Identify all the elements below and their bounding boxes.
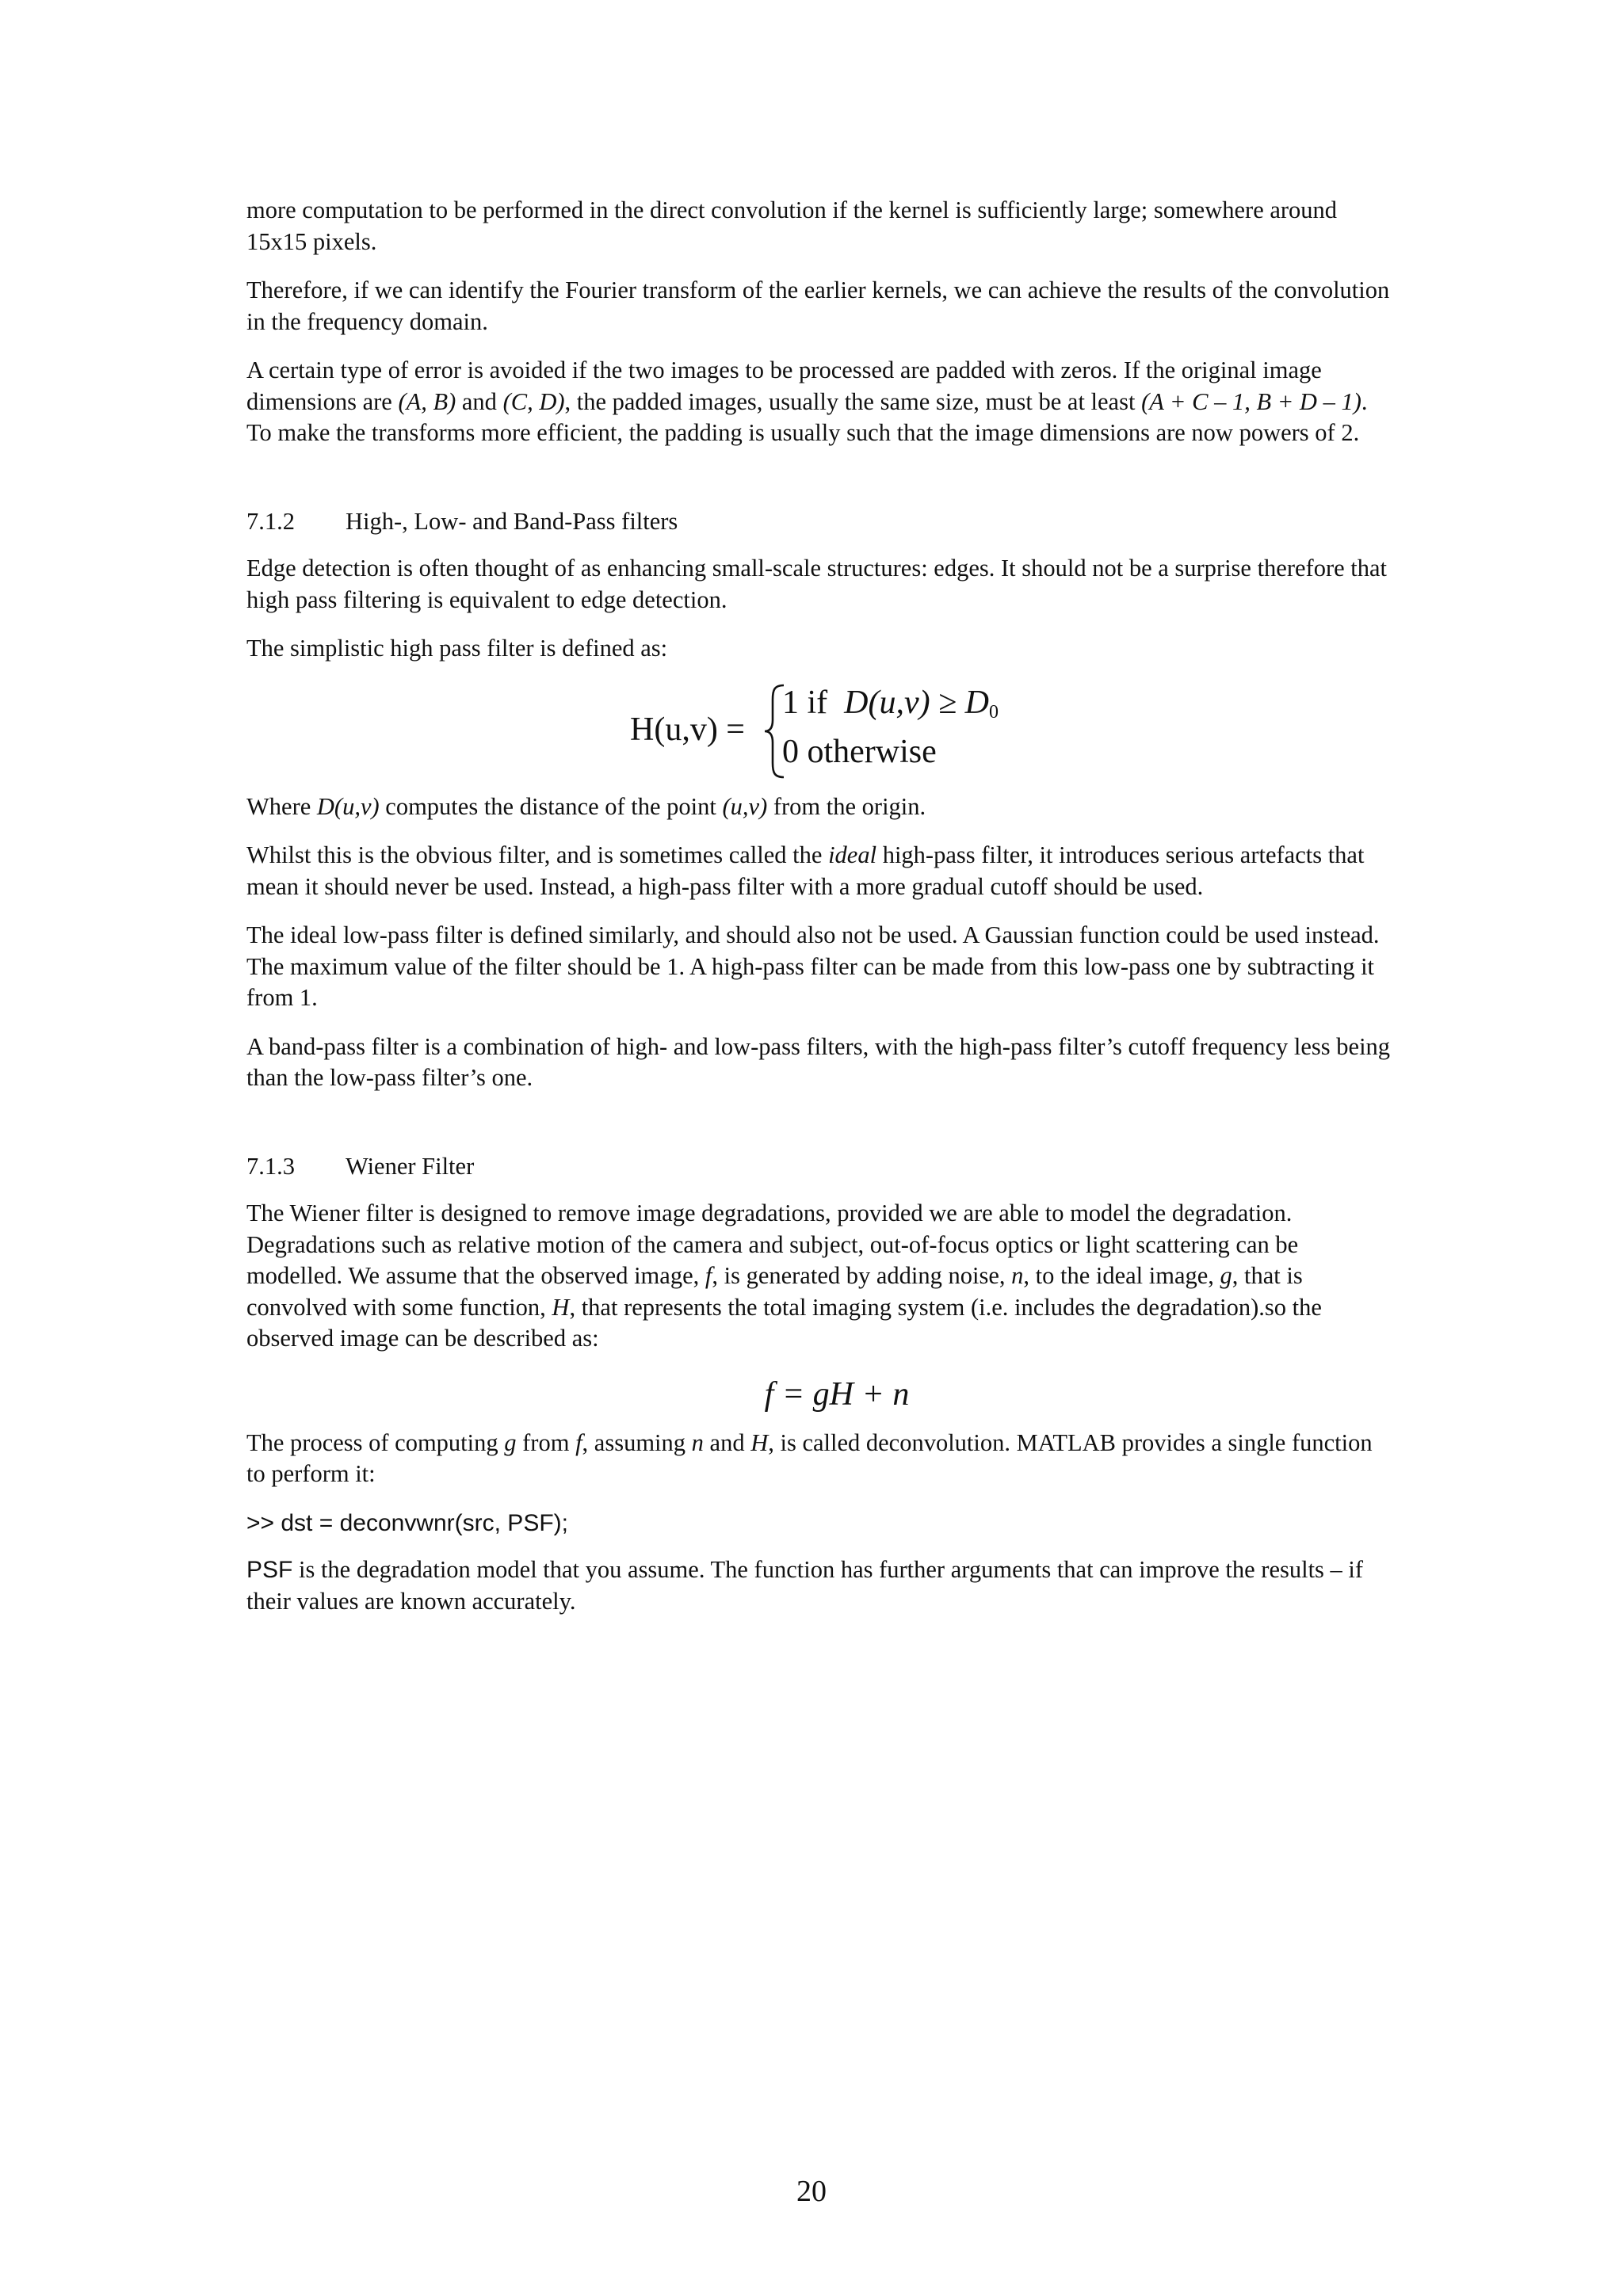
ideal-text-1: Whilst this is the obvious filter, and is sometimes called the xyxy=(246,841,829,868)
equation-case-2: 0 otherwise xyxy=(782,733,937,770)
wiener-equation xyxy=(246,1372,1396,1417)
highpass-intro-paragraph: The simplistic high pass filter is defined as: xyxy=(246,635,668,662)
bandpass-paragraph: A band-pass filter is a combination of high- and low-pass filters, with the high-pass filter’s cutoff frequency less being than the low-pass filter’s one. xyxy=(246,1032,1391,1091)
intro-paragraph-2: Therefore, if we can identify the Fourier transform of the earlier kernels, we can achieve the results of the convolution in the frequency domain. xyxy=(246,277,1390,335)
wiener-paragraph xyxy=(246,1198,1396,1355)
highpass-filter-equation xyxy=(246,682,1396,780)
process-text-1: The process of computing xyxy=(246,1428,505,1456)
section-heading-713 xyxy=(246,1151,1396,1183)
padding-text-4: . To make the transforms more efficient, the padding is usually such that the image dimensions are now powers of 2. xyxy=(246,387,1368,446)
where-paragraph xyxy=(246,791,1396,823)
section-title: High-, Low- and Band-Pass filters xyxy=(346,507,678,535)
process-text-5: , is called deconvolution. MATLAB provides a single function to perform it: xyxy=(246,1428,1373,1487)
ideal-emphasis: ideal xyxy=(828,841,877,868)
var-f: f xyxy=(705,1262,712,1289)
page-content xyxy=(246,195,1396,1634)
intro-paragraph-1: more computation to be performed in the direct convolution if the kernel is sufficiently large; somewhere around 15x15 pixels. xyxy=(246,196,1338,255)
distance-function: D(u,v) xyxy=(316,792,380,820)
point-uv: (u,v) xyxy=(722,792,768,820)
case-1-value: 1 if xyxy=(782,684,828,721)
var-n: n xyxy=(691,1428,704,1456)
wiener-text-5: , that represents the total imaging system (i.e. includes the degradation).so the observed image can be described as: xyxy=(246,1293,1322,1352)
padding-text-3: , the padded images, usually the same size, must be at least xyxy=(564,387,1142,415)
psf-text: is the degradation model that you assume. The function has further arguments that can improve the results – if their values are known accurately. xyxy=(246,1556,1364,1615)
wiener-text-1: The Wiener filter is designed to remove image degradations, provided we are able to model the degradation. Degradations such as relative motion of the camera and subject, out-of-focus optics or light scattering can be modelled. We assume that the observed image, xyxy=(246,1199,1299,1289)
where-text-2: computes the distance of the point xyxy=(379,792,723,820)
var-g: g xyxy=(504,1428,517,1456)
wiener-text-4: , that is convolved with some function, xyxy=(246,1262,1303,1321)
dims-ab: (A, B) xyxy=(398,387,456,415)
where-text-1: Where xyxy=(246,792,317,820)
var-f: f xyxy=(575,1428,582,1456)
var-H: H xyxy=(552,1293,570,1321)
deconvolution-paragraph xyxy=(246,1428,1396,1490)
lowpass-paragraph: The ideal low-pass filter is defined similarly, and should also not be used. A Gaussian function could be used instead. The maximum value of the filter should be 1. A high-pass filter can be made from this low-pass one by subtracting it from 1. xyxy=(246,921,1380,1011)
dims-cd: (C, D) xyxy=(502,387,565,415)
case-1-condition: D(u,v) ≥ D xyxy=(844,684,989,721)
var-g: g xyxy=(1220,1262,1232,1289)
ideal-filter-paragraph xyxy=(246,840,1396,902)
equation-case-1 xyxy=(782,684,999,731)
psf-paragraph xyxy=(246,1554,1396,1617)
padding-text-2: and xyxy=(456,387,503,415)
where-text-3: from the origin. xyxy=(767,792,926,820)
ideal-text-2: high-pass filter, it introduces serious artefacts that mean it should never be used. Instead, a high-pass filter with a more gradual cutoff should be used. xyxy=(246,841,1365,900)
section-title: Wiener Filter xyxy=(346,1152,475,1180)
psf-term: PSF xyxy=(246,1557,293,1583)
case-1-subscript: 0 xyxy=(988,701,999,723)
min-padded-size: (A + C – 1, B + D – 1) xyxy=(1141,387,1361,415)
process-text-4: and xyxy=(703,1428,751,1456)
var-n: n xyxy=(1011,1262,1024,1289)
section-number: 7.1.3 xyxy=(246,1152,295,1180)
padding-paragraph xyxy=(246,355,1396,449)
process-text-3: , assuming xyxy=(582,1428,692,1456)
wiener-text-2: , is generated by adding noise, xyxy=(712,1262,1012,1289)
var-H: H xyxy=(750,1428,769,1456)
matlab-code-line: >> dst = deconvwnr(src, PSF); xyxy=(246,1509,568,1536)
process-text-2: from xyxy=(516,1428,576,1456)
edge-detection-paragraph: Edge detection is often thought of as enhancing small-scale structures: edges. It should not be a surprise therefore that high pass filtering is equivalent to edge detection. xyxy=(246,555,1387,613)
section-heading-712 xyxy=(246,506,1396,538)
padding-text-1: A certain type of error is avoided if the two images to be processed are padded with zeros. If the original image dimensions are xyxy=(246,357,1322,415)
section-number: 7.1.2 xyxy=(246,507,295,535)
wiener-equation-text: f = gH + n xyxy=(764,1375,910,1413)
wiener-text-3: , to the ideal image, xyxy=(1023,1262,1220,1289)
page-number: 20 xyxy=(796,2175,827,2208)
equation-lhs: H(u,v) = xyxy=(630,711,745,748)
